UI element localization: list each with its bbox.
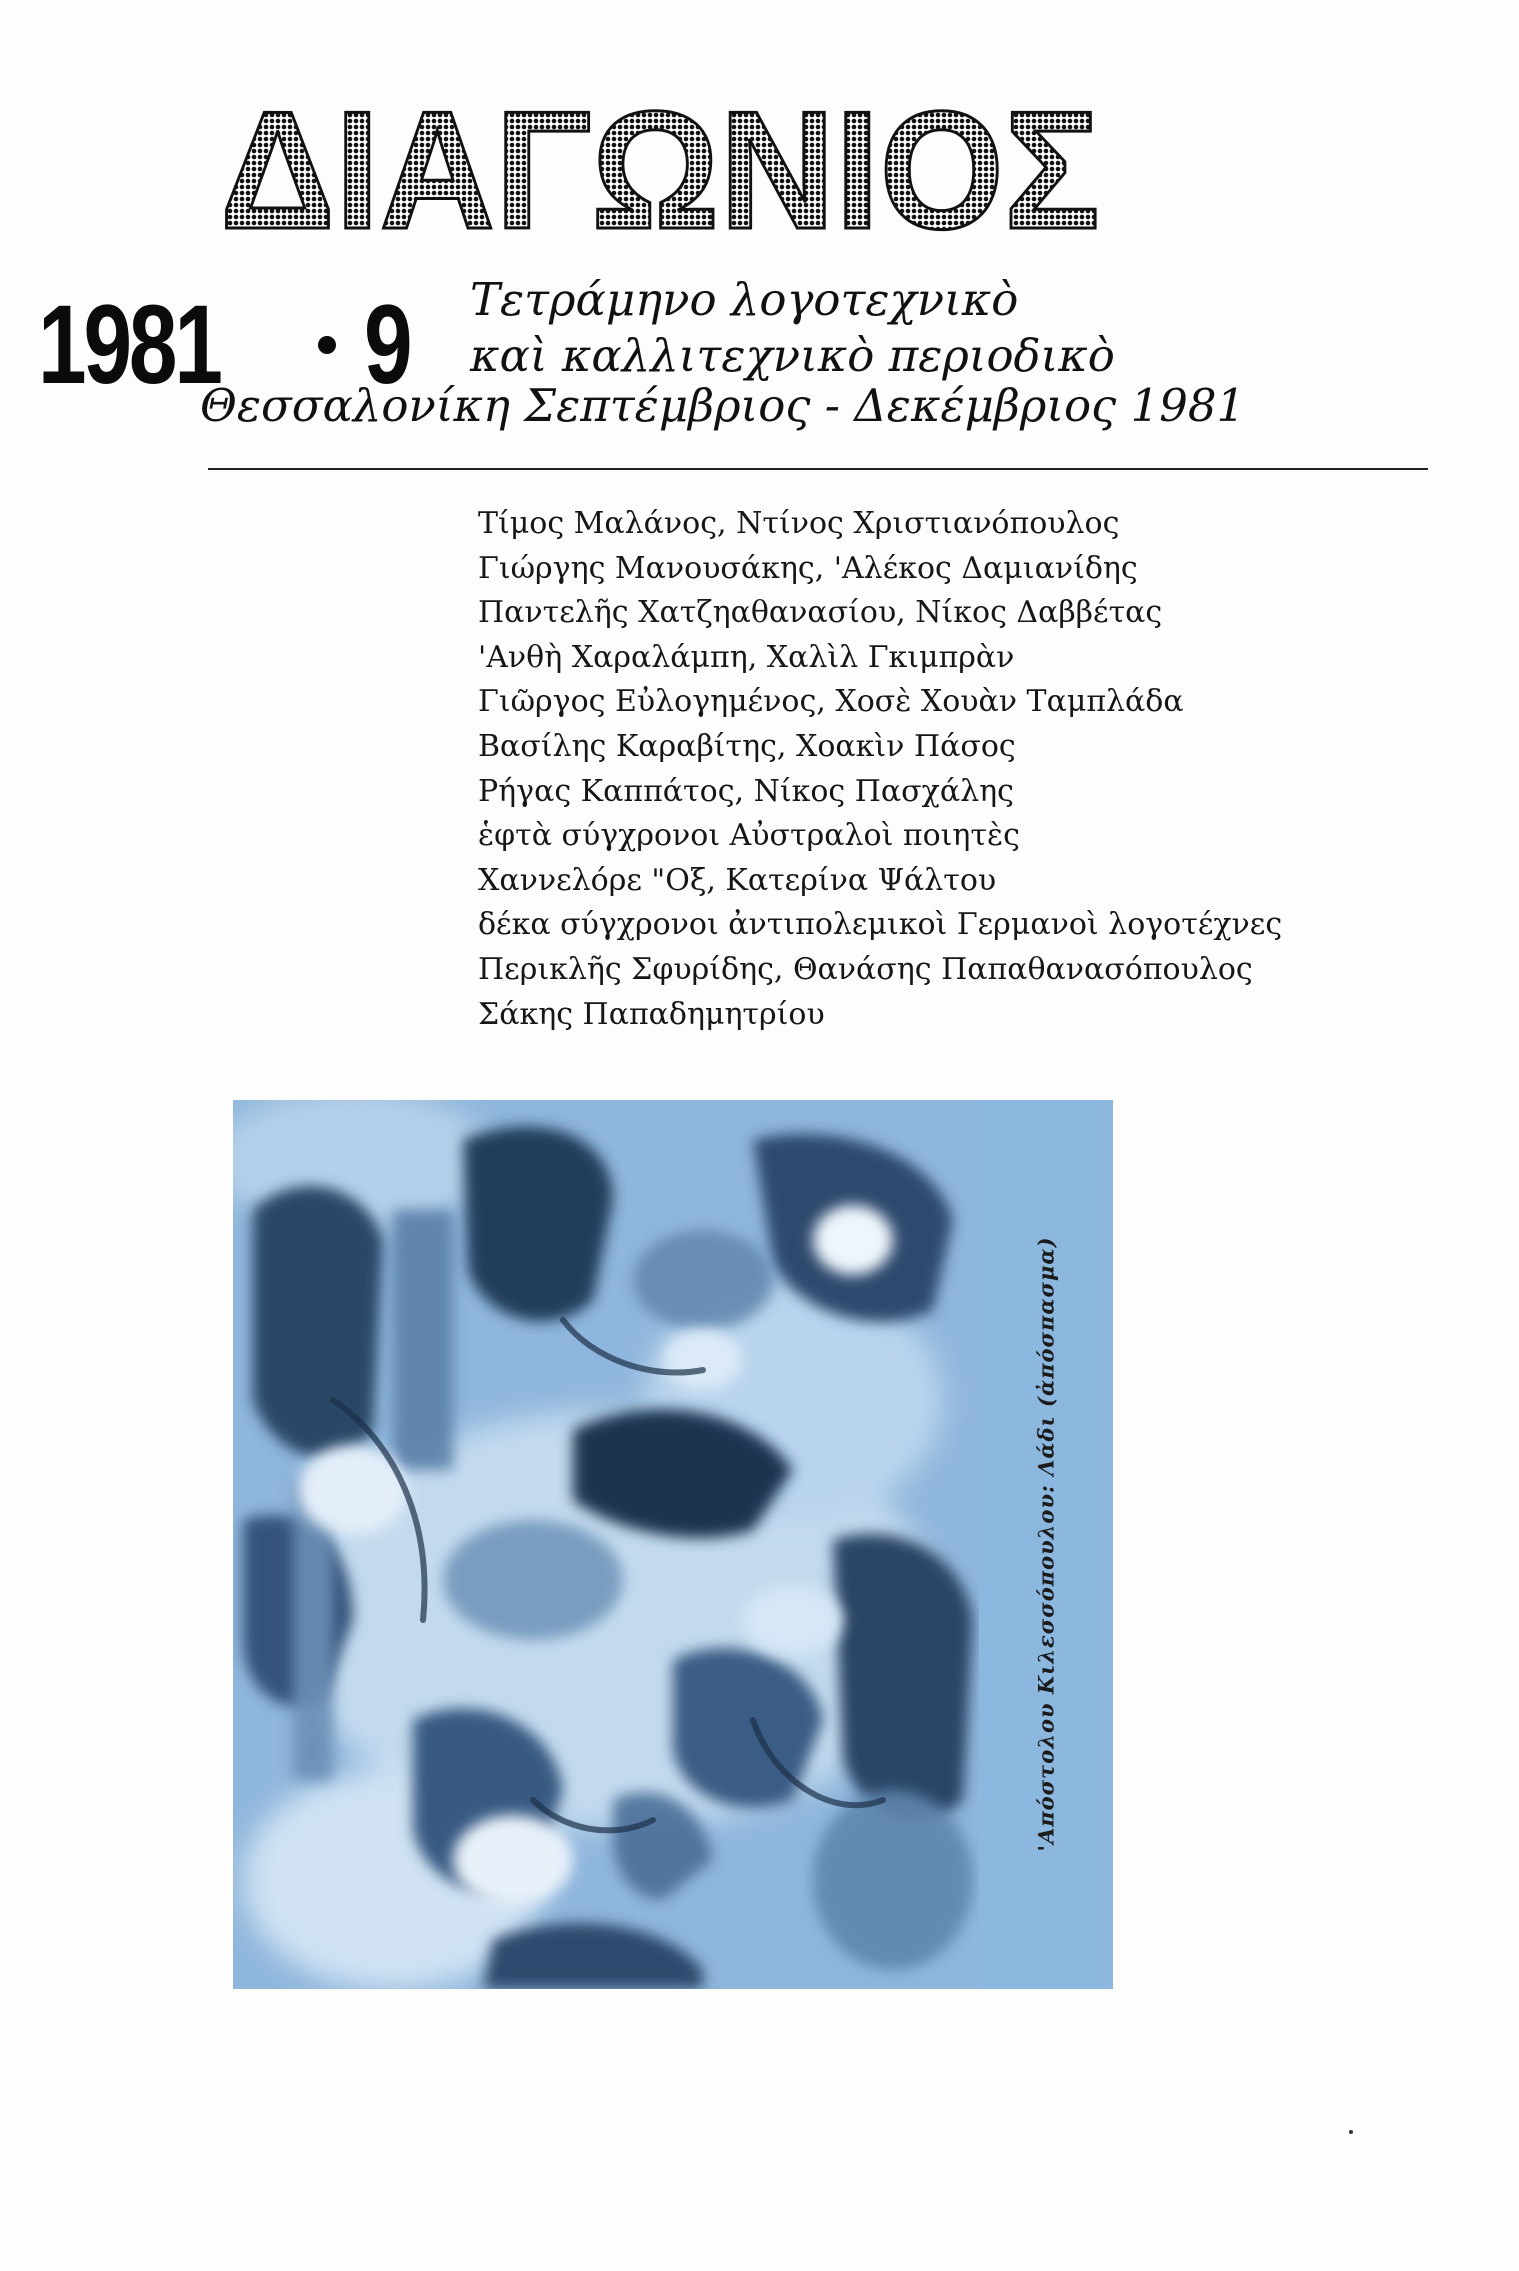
- cover-artwork: [233, 1100, 1113, 1989]
- contents-item: Βασίλης Καραβίτης, Χοακὶν Πάσος: [478, 728, 1016, 764]
- abstract-painting-image: [233, 1100, 979, 1989]
- contents-item: Γιῶργος Εὐλογημένος, Χοσὲ Χουὰν Ταμπλάδα: [478, 684, 1184, 720]
- issue-year: 1981: [38, 282, 220, 407]
- contents-item: Τίμος Μαλάνος, Ντίνος Χριστιανόπουλος: [478, 506, 1120, 541]
- contents-item: Περικλῆς Σφυρίδης, Θανάσης Παπαθανασόπουλος: [478, 951, 1253, 987]
- contents-item: Παντελῆς Χατζηαθανασίου, Νίκος Δαββέτας: [478, 595, 1163, 631]
- place-and-date: Θεσσαλονίκη Σεπτέμβριος - Δεκέμβριος 1981: [200, 379, 1246, 432]
- masthead-lettering: [215, 100, 1105, 235]
- subtitle-line-1: Τετράμηνο λογοτεχνικὸ: [470, 273, 1019, 326]
- contents-list: [478, 502, 1478, 1037]
- masthead-title: ΔΙΑΓΩΝΙΟΣ: [220, 100, 1100, 235]
- horizontal-rule: [208, 468, 1428, 470]
- caption-strip: [979, 1100, 1113, 1989]
- subtitle: [470, 272, 1115, 384]
- subtitle-line-2: καὶ καλλιτεχνικὸ περιοδικὸ: [470, 329, 1115, 382]
- contents-item: ἑφτὰ σύγχρονοι Αὐστραλοὶ ποιητὲς: [478, 818, 1020, 854]
- contents-item: Γιώργης Μανουσάκης, 'Αλέκος Δαμιανίδης: [478, 550, 1138, 586]
- contents-item: 'Ανθὴ Χαραλάμπη, Χαλὶλ Γκιμπρὰν: [478, 639, 1015, 675]
- contents-item: δέκα σύγχρονοι ἀντιπολεμικοὶ Γερμανοὶ λογοτέχνες: [478, 907, 1283, 943]
- contents-item: Ρήγας Καππάτος, Νίκος Πασχάλης: [478, 773, 1014, 809]
- contents-item: Χαννελόρε "Οξ, Κατερίνα Ψάλτου: [478, 862, 997, 898]
- artwork-caption: 'Απόστολου Κιλεσσόπουλου: Λάδι (ἀπόσπασμα): [1033, 1236, 1059, 1852]
- contents-item: Σάκης Παπαδημητρίου: [478, 996, 825, 1032]
- masthead-logo: [215, 100, 1105, 235]
- print-speck: [1349, 2130, 1353, 2134]
- issue-number-value: 9: [364, 282, 410, 407]
- issue-separator-dot: [318, 336, 336, 354]
